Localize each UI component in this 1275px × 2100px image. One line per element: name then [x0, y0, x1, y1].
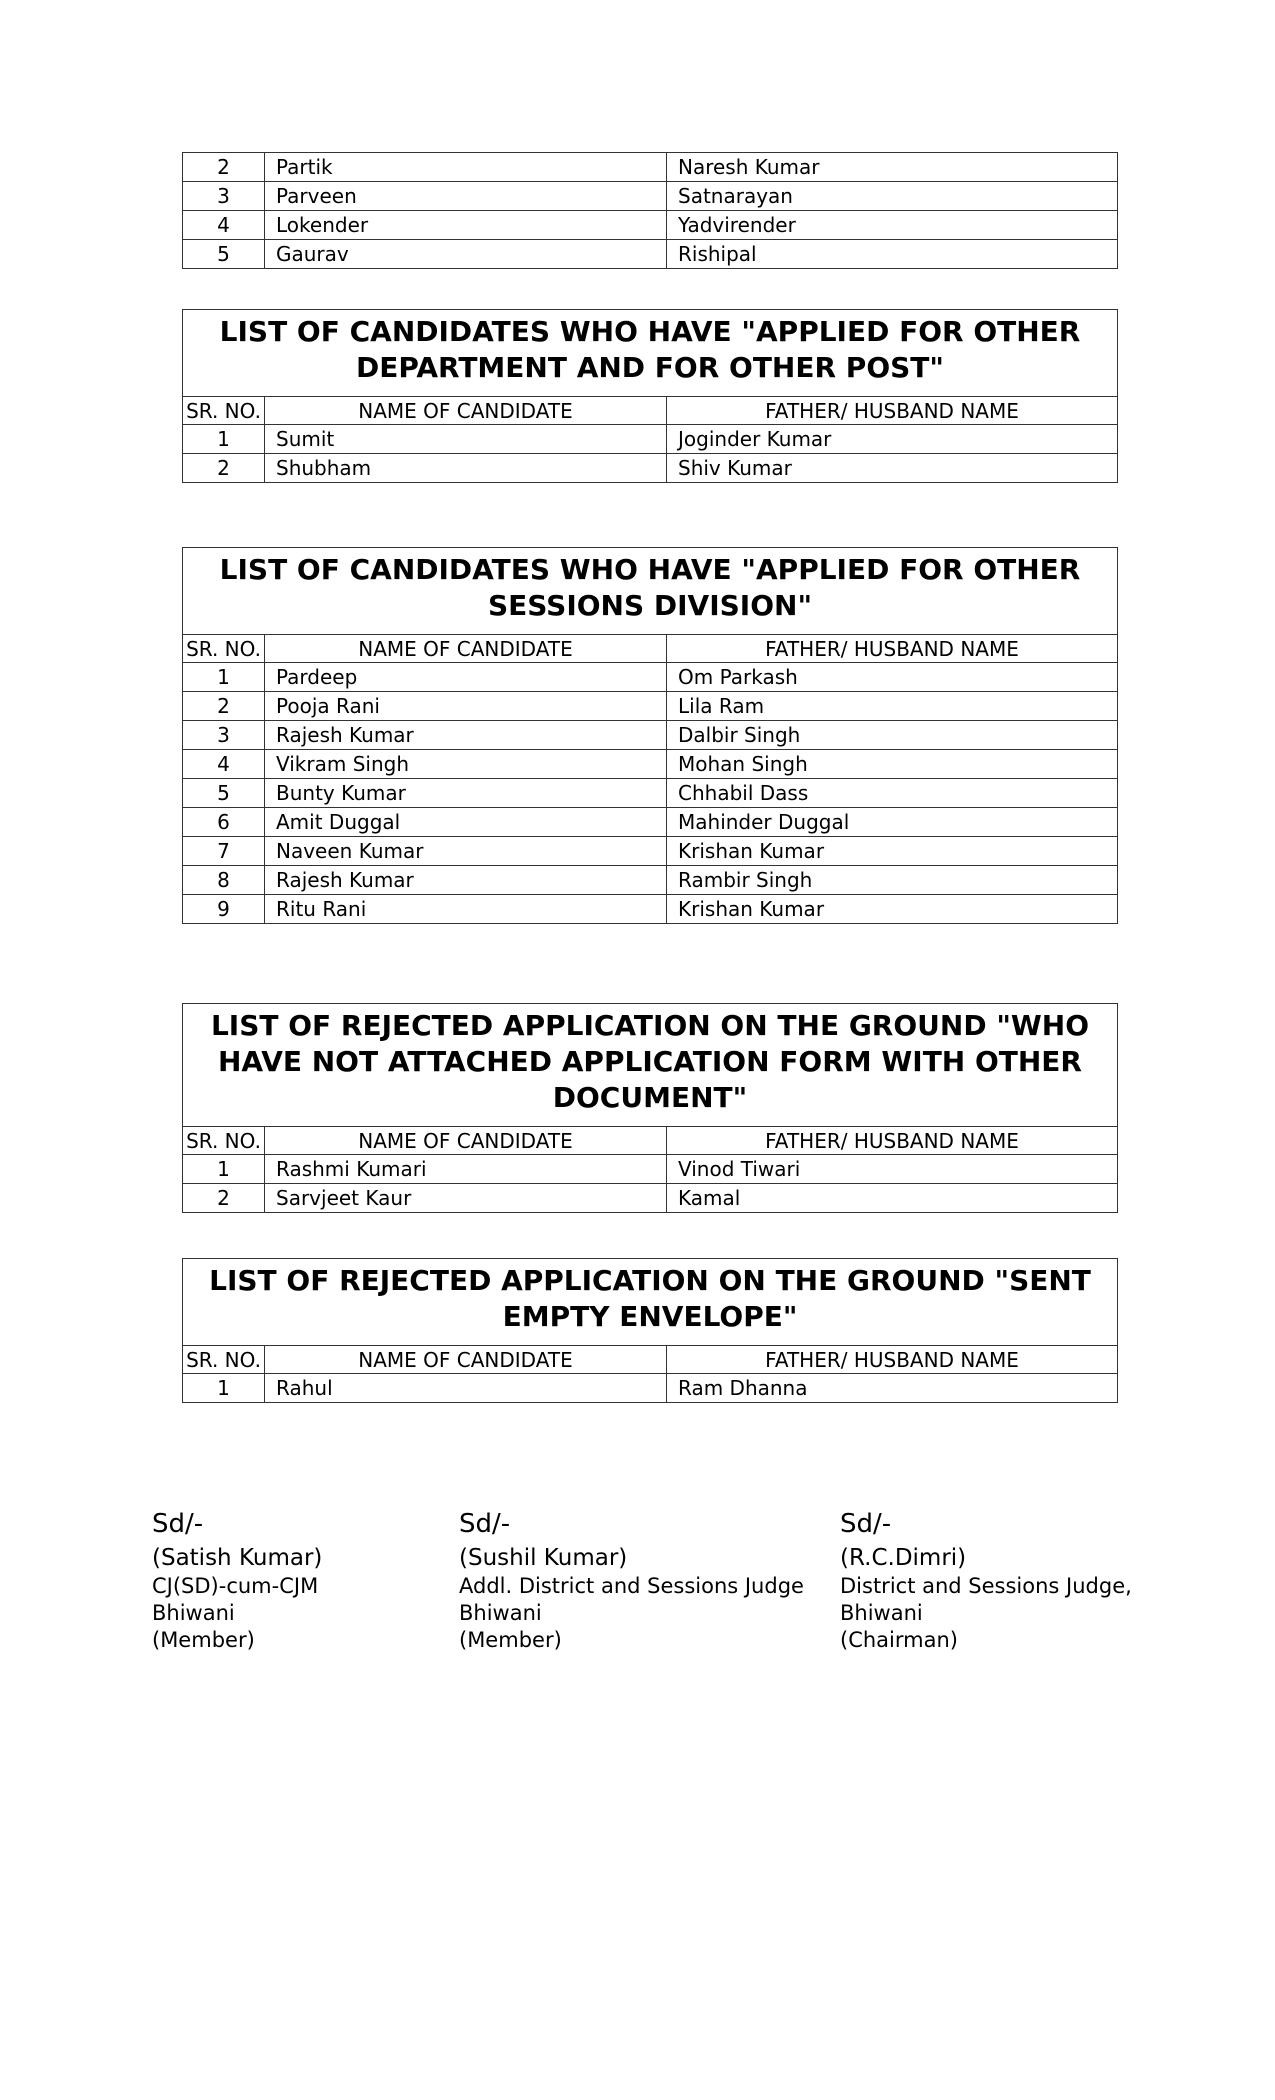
table-row	[183, 1155, 1118, 1184]
table-row	[183, 779, 1118, 808]
candidate-name: Rashmi Kumari	[265, 1155, 667, 1184]
sr-no: 9	[183, 895, 265, 924]
sr-no: 8	[183, 866, 265, 895]
father-husband-name: Mahinder Duggal	[667, 808, 1118, 837]
sr-no: 2	[183, 692, 265, 721]
rejected-empty-envelope-table	[182, 1258, 1118, 1403]
other-sessions-division-table	[182, 547, 1118, 924]
candidate-name: Partik	[265, 153, 667, 182]
table-row	[183, 425, 1118, 454]
signatory-role: (Chairman)	[840, 1628, 958, 1652]
father-husband-name: Dalbir Singh	[667, 721, 1118, 750]
column-header-sr-no: SR. NO.	[183, 397, 265, 425]
candidate-name: Rahul	[265, 1374, 667, 1403]
father-husband-name: Shiv Kumar	[667, 454, 1118, 483]
table-row	[183, 211, 1118, 240]
section-title: LIST OF REJECTED APPLICATION ON THE GROUND "SENT EMPTY ENVELOPE"	[183, 1259, 1118, 1346]
section-title: LIST OF CANDIDATES WHO HAVE "APPLIED FOR OTHER SESSIONS DIVISION"	[183, 548, 1118, 635]
sr-no: 2	[183, 153, 265, 182]
column-header-name: NAME OF CANDIDATE	[265, 1346, 667, 1374]
signatory-name: (Satish Kumar)	[152, 1545, 323, 1571]
father-husband-name: Ram Dhanna	[667, 1374, 1118, 1403]
sr-no: 1	[183, 663, 265, 692]
signatory-designation: CJ(SD)-cum-CJM	[152, 1574, 319, 1598]
other-department-table	[182, 309, 1118, 483]
candidate-name: Rajesh Kumar	[265, 721, 667, 750]
table-row	[183, 808, 1118, 837]
column-header-father: FATHER/ HUSBAND NAME	[667, 397, 1118, 425]
rejected-no-application-form-table	[182, 1003, 1118, 1213]
table-row	[183, 866, 1118, 895]
column-header-sr-no: SR. NO.	[183, 1346, 265, 1374]
column-header-father: FATHER/ HUSBAND NAME	[667, 635, 1118, 663]
signatory-role: (Member)	[152, 1628, 255, 1652]
signatory-place: Bhiwani	[459, 1601, 542, 1625]
signatory-place: Bhiwani	[152, 1601, 235, 1625]
sr-no: 3	[183, 721, 265, 750]
father-husband-name: Joginder Kumar	[667, 425, 1118, 454]
table-row	[183, 692, 1118, 721]
signature-block-member-cjm	[152, 1507, 322, 1654]
section-title: LIST OF REJECTED APPLICATION ON THE GROUND "WHO HAVE NOT ATTACHED APPLICATION FORM WITH OTHER DOCUMENT"	[183, 1004, 1118, 1127]
sr-no: 4	[183, 211, 265, 240]
father-husband-name: Lila Ram	[667, 692, 1118, 721]
father-husband-name: Krishan Kumar	[667, 837, 1118, 866]
signatory-designation: Addl. District and Sessions Judge	[459, 1574, 804, 1598]
continued-candidates-table	[182, 152, 1118, 269]
signatory-designation: District and Sessions Judge,	[840, 1574, 1132, 1598]
column-header-name: NAME OF CANDIDATE	[265, 1127, 667, 1155]
sr-no: 1	[183, 1374, 265, 1403]
table-row	[183, 663, 1118, 692]
candidate-name: Sumit	[265, 425, 667, 454]
father-husband-name: Rambir Singh	[667, 866, 1118, 895]
candidate-name: Lokender	[265, 211, 667, 240]
sr-no: 7	[183, 837, 265, 866]
column-header-name: NAME OF CANDIDATE	[265, 397, 667, 425]
father-husband-name: Mohan Singh	[667, 750, 1118, 779]
candidate-name: Ritu Rani	[265, 895, 667, 924]
sr-no: 2	[183, 1184, 265, 1213]
candidate-name: Rajesh Kumar	[265, 866, 667, 895]
sr-no: 3	[183, 182, 265, 211]
signatory-name: (Sushil Kumar)	[459, 1545, 628, 1571]
sr-no: 5	[183, 779, 265, 808]
father-husband-name: Kamal	[667, 1184, 1118, 1213]
father-husband-name: Vinod Tiwari	[667, 1155, 1118, 1184]
father-husband-name: Rishipal	[667, 240, 1118, 269]
column-header-sr-no: SR. NO.	[183, 635, 265, 663]
table-row	[183, 1184, 1118, 1213]
candidate-name: Vikram Singh	[265, 750, 667, 779]
father-husband-name: Naresh Kumar	[667, 153, 1118, 182]
signed-mark: Sd/-	[840, 1509, 892, 1539]
table-row	[183, 182, 1118, 211]
column-header-father: FATHER/ HUSBAND NAME	[667, 1127, 1118, 1155]
candidate-name: Pardeep	[265, 663, 667, 692]
column-header-sr-no: SR. NO.	[183, 1127, 265, 1155]
candidate-name: Amit Duggal	[265, 808, 667, 837]
sr-no: 1	[183, 425, 265, 454]
father-husband-name: Krishan Kumar	[667, 895, 1118, 924]
signatory-place: Bhiwani	[840, 1601, 923, 1625]
candidate-name: Gaurav	[265, 240, 667, 269]
sr-no: 6	[183, 808, 265, 837]
father-husband-name: Om Parkash	[667, 663, 1118, 692]
signatory-role: (Member)	[459, 1628, 562, 1652]
candidate-name: Bunty Kumar	[265, 779, 667, 808]
father-husband-name: Chhabil Dass	[667, 779, 1118, 808]
table-row	[183, 1374, 1118, 1403]
column-header-father: FATHER/ HUSBAND NAME	[667, 1346, 1118, 1374]
signatory-name: (R.C.Dimri)	[840, 1545, 967, 1571]
candidate-name: Pooja Rani	[265, 692, 667, 721]
signature-block-member-addl-judge	[459, 1507, 804, 1654]
father-husband-name: Yadvirender	[667, 211, 1118, 240]
table-row	[183, 454, 1118, 483]
candidate-name: Shubham	[265, 454, 667, 483]
candidate-name: Parveen	[265, 182, 667, 211]
table-row	[183, 837, 1118, 866]
table-row	[183, 750, 1118, 779]
candidate-name: Naveen Kumar	[265, 837, 667, 866]
table-row	[183, 240, 1118, 269]
signed-mark: Sd/-	[459, 1509, 511, 1539]
table-row	[183, 721, 1118, 750]
sr-no: 4	[183, 750, 265, 779]
sr-no: 1	[183, 1155, 265, 1184]
sr-no: 5	[183, 240, 265, 269]
table-row	[183, 895, 1118, 924]
section-title: LIST OF CANDIDATES WHO HAVE "APPLIED FOR OTHER DEPARTMENT AND FOR OTHER POST"	[183, 310, 1118, 397]
father-husband-name: Satnarayan	[667, 182, 1118, 211]
table-row	[183, 153, 1118, 182]
column-header-name: NAME OF CANDIDATE	[265, 635, 667, 663]
signed-mark: Sd/-	[152, 1509, 204, 1539]
signature-block-chairman	[840, 1507, 1132, 1654]
sr-no: 2	[183, 454, 265, 483]
candidate-name: Sarvjeet Kaur	[265, 1184, 667, 1213]
